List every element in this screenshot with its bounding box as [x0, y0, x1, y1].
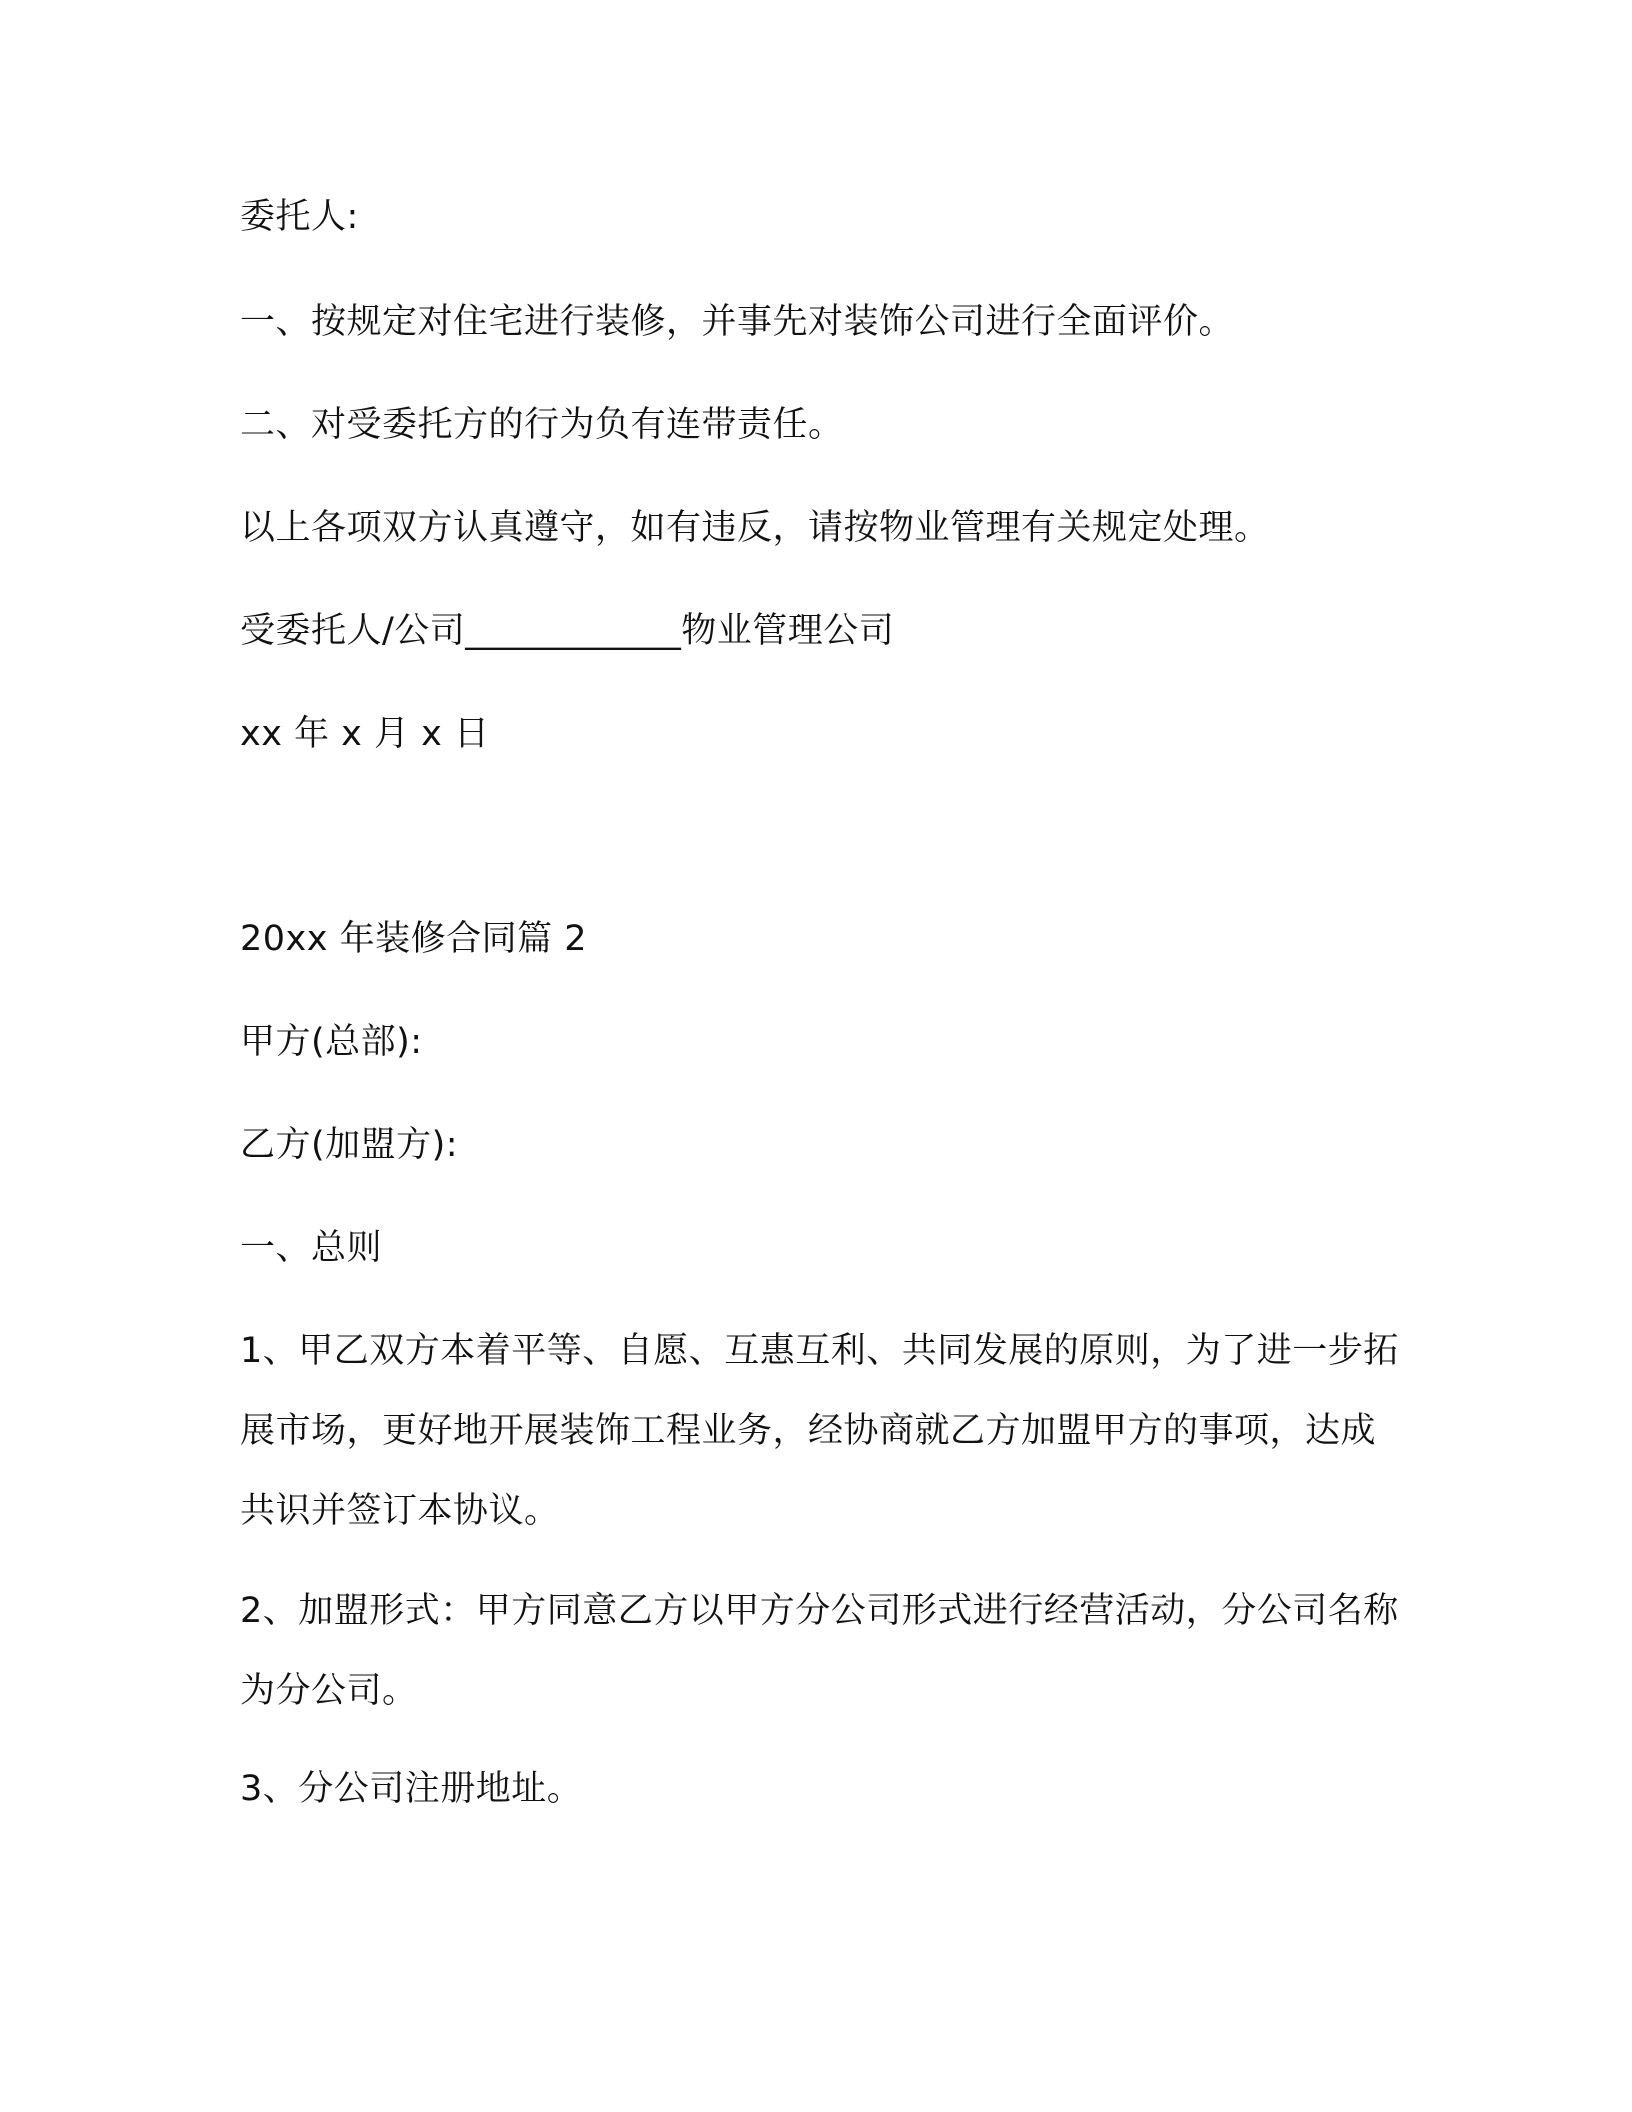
clause-2: 2、加盟形式：甲方同意乙方以甲方分公司形式进行经营活动，分公司名称为分公司。 — [240, 1591, 1399, 1711]
entrustor-item-1: 一、按规定对住宅进行装修，并事先对装饰公司进行全面评价。 — [240, 302, 1235, 342]
date-line: xx 年 x 月 x 日 — [240, 714, 490, 754]
party-b-label: 乙方(加盟方): — [240, 1125, 459, 1165]
closing-statement: 以上各项双方认真遵守，如有违反，请按物业管理有关规定处理。 — [240, 508, 1270, 548]
entrustor-label: 委托人: — [240, 197, 359, 237]
contract-title: 20xx 年装修合同篇 2 — [240, 919, 587, 959]
entrustor-item-2: 二、对受委托方的行为负有连带责任。 — [240, 405, 844, 445]
clause-3: 3、分公司注册地址。 — [240, 1769, 583, 1809]
party-a-label: 甲方(总部): — [240, 1022, 423, 1062]
clause-1: 1、甲乙双方本着平等、自愿、互惠互利、共同发展的原则，为了进一步拓展市场，更好地开展装饰工程业务，经协商就乙方加盟甲方的事项，达成共识并签订本协议。 — [240, 1331, 1399, 1531]
section-heading-general: 一、总则 — [240, 1228, 383, 1268]
signature-line: 受委托人/公司____________物业管理公司 — [240, 611, 895, 651]
